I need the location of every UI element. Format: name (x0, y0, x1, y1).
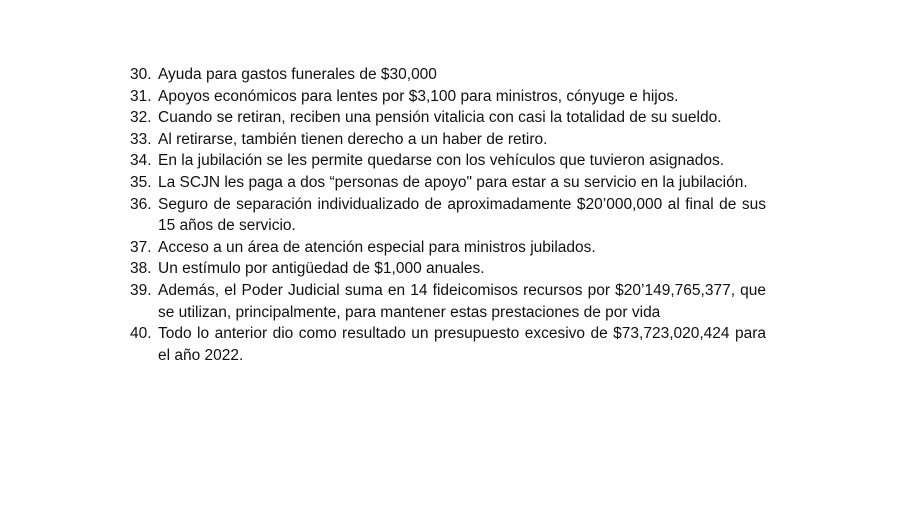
item-number: 40. (130, 325, 152, 343)
item-text: Al retirarse, también tienen derecho a un haber de retiro. (158, 130, 548, 148)
numbered-list (130, 64, 766, 366)
item-text: La SCJN les paga a dos “personas de apoyo" para estar a su servicio en la jubilación. (158, 173, 748, 191)
list-item (130, 150, 766, 172)
item-text: Además, el Poder Judicial suma en 14 fideicomisos recursos por $20’149,765,377, que se utilizan, principalmente, para mantener estas prestaciones de por vida (158, 281, 766, 321)
item-text: Todo lo anterior dio como resultado un presupuesto excesivo de $73,723,020,424 para el año 2022. (158, 325, 766, 364)
list-item (130, 172, 766, 194)
item-number: 32. (130, 109, 152, 127)
item-number: 37. (130, 238, 152, 256)
list-item (130, 107, 766, 129)
item-number: 30. (130, 66, 152, 83)
item-text: Cuando se retiran, reciben una pensión vitalicia con casi la totalidad de su sueldo. (158, 109, 722, 127)
item-number: 34. (130, 152, 152, 170)
item-number: 35. (130, 173, 152, 191)
list-item (130, 86, 766, 108)
item-text: Apoyos económicos para lentes por $3,100 para ministros, cónyuge e hijos. (158, 87, 679, 105)
list-item (130, 194, 766, 237)
list-item (130, 129, 766, 151)
item-text: En la jubilación se les permite quedarse con los vehículos que tuvieron asignados. (158, 152, 725, 170)
item-number: 38. (130, 260, 152, 278)
list-item (130, 64, 766, 86)
item-text: Acceso a un área de atención especial para ministros jubilados. (158, 238, 596, 256)
item-number: 33. (130, 130, 152, 148)
list-item (130, 280, 766, 323)
item-number: 39. (130, 281, 152, 299)
item-number: 31. (130, 87, 152, 105)
list-item (130, 258, 766, 280)
item-text: Seguro de separación individualizado de aproximadamente $20’000,000 al final de sus 15 años de servicio. (158, 195, 766, 235)
item-number: 36. (130, 195, 152, 213)
list-item (130, 237, 766, 259)
item-text: Un estímulo por antigüedad de $1,000 anuales. (158, 260, 485, 278)
item-text: Ayuda para gastos funerales de $30,000 (158, 66, 437, 83)
list-item (130, 323, 766, 366)
